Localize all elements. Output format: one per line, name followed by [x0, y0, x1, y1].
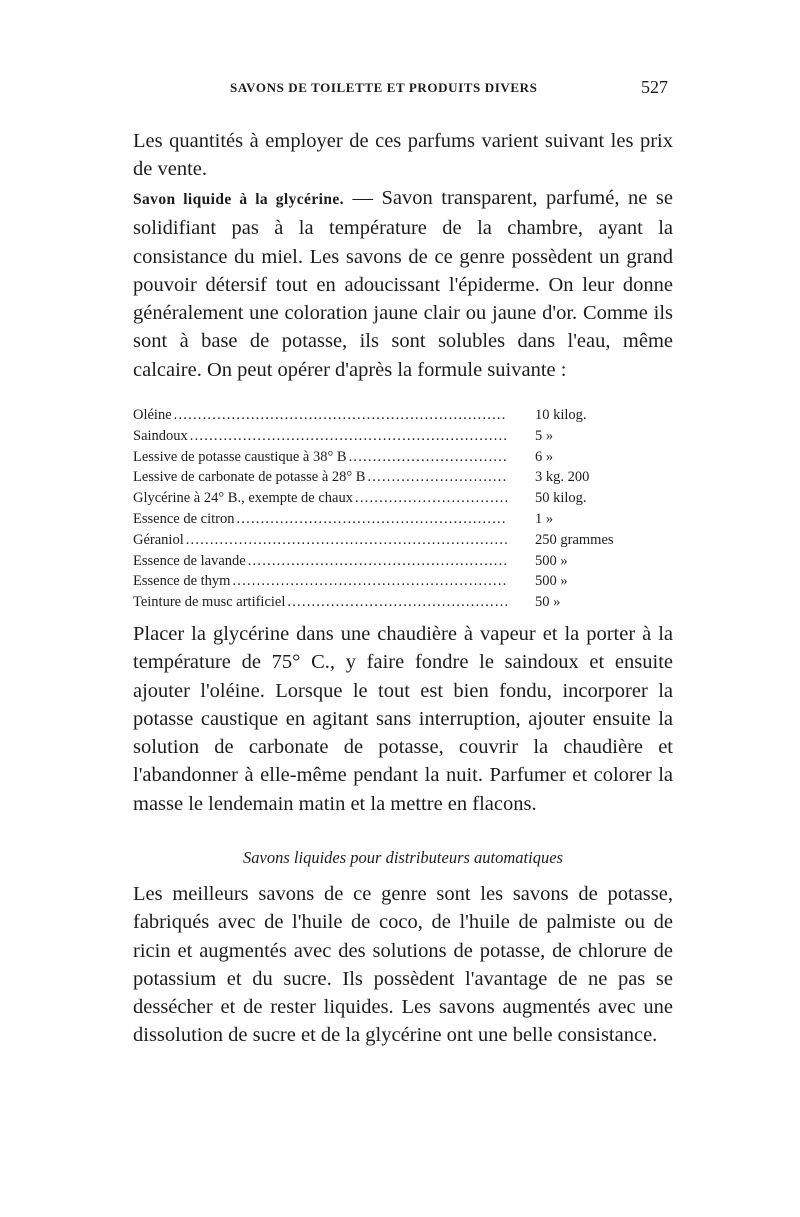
ingredient-quantity: 3 kg. 200: [535, 469, 590, 486]
formula-table: [133, 405, 653, 613]
leader-dots: [355, 488, 507, 509]
ingredient-quantity: 5 »: [535, 427, 554, 444]
ingredient-quantity: 500 »: [535, 573, 568, 590]
leader-dots: [248, 551, 507, 572]
ingredient-quantity: 250 grammes: [535, 531, 614, 548]
leader-dots: [236, 509, 507, 530]
formula-row: [133, 405, 653, 426]
ingredient-name: Saindoux: [133, 427, 188, 444]
formula-row: [133, 551, 653, 572]
ingredient-name: Lessive de potasse caustique à 38° B: [133, 448, 347, 465]
running-head: SAVONS DE TOILETTE ET PRODUITS DIVERS: [230, 80, 538, 95]
formula-row: [133, 447, 653, 468]
ingredient-name: Lessive de carbonate de potasse à 28° B: [133, 469, 366, 486]
leader-dots: [349, 447, 507, 468]
ingredient-quantity: 10 kilog.: [535, 407, 587, 423]
formula-row: [133, 426, 653, 447]
paragraph-glycerin-soap: [133, 184, 673, 384]
ingredient-quantity: 50 kilog.: [535, 490, 587, 507]
paragraph-text: [133, 184, 673, 384]
ingredient-name: Géraniol: [133, 531, 184, 548]
paragraph-procedure: [133, 620, 673, 818]
formula-row: [133, 509, 653, 530]
paragraph-body: — Savon transparent, parfumé, ne se solidifiant pas à la température de la chambre, ayant la consistance du miel. Les savons de ce genre possèdent un grand pouvoir détersif tout en adoucissant l'épiderme. On leur donne généralement une coloration jaune clair ou jaune d'or. Comme ils sont à base de potasse, ils sont solubles dans l'eau, même calcaire. On peut opérer d'après la formule suivante :: [133, 187, 673, 381]
leader-dots: [232, 571, 507, 592]
ingredient-name: Essence de citron: [133, 510, 235, 527]
formula-row: [133, 467, 653, 488]
formula-row: [133, 530, 653, 551]
paragraph-text: Placer la glycérine dans une chaudière à vapeur et la porter à la température de 75° C., y faire fondre le saindoux et ensuite ajouter l'oléine. Lorsque le tout est bien fondu, incorporer la potasse caustique en agitant sans interruption, ajouter ensuite la solution de carbonate de potasse, couvrir la chaudière et l'abandonner à elle-même pendant la nuit. Parfumer et colorer la masse le lendemain matin et la mettre en flacons.: [133, 623, 673, 815]
page-number: 527: [641, 77, 668, 97]
leader-dots: [367, 467, 507, 488]
ingredient-name: Oléine: [133, 407, 172, 423]
leader-dots: [174, 405, 507, 426]
ingredient-quantity: 500 »: [535, 552, 568, 569]
leader-dots: [190, 426, 507, 447]
paragraph-perfume-quantities: [133, 127, 673, 184]
paragraph-text: Les quantités à employer de ces parfums varient suivant les prix de vente.: [133, 130, 673, 181]
run-in-heading: Savon liquide à la glycérine.: [133, 191, 344, 208]
formula-row: [133, 488, 653, 509]
ingredient-name: Essence de lavande: [133, 552, 246, 569]
ingredient-quantity: 50 »: [535, 594, 561, 611]
leader-dots: [287, 592, 507, 613]
paragraph-dispenser-soaps: [133, 880, 673, 1050]
leader-dots: [186, 530, 507, 551]
ingredient-name: Essence de thym: [133, 573, 231, 590]
paragraph-text: Les meilleurs savons de ce genre sont les savons de potasse, fabriqués avec de l'huile de coco, de l'huile de palmiste ou de ricin et augmentés avec des solutions de potasse, de chlorure de potassium et du sucre. Ils possèdent l'avantage de ne pas se dessécher et de rester liquides. Les savons augmentés avec une dissolution de sucre et de la glycérine ont une belle consistance.: [133, 883, 673, 1047]
section-subheading: Savons liquides pour distributeurs automatiques: [243, 848, 563, 867]
ingredient-quantity: 1 »: [535, 510, 554, 527]
ingredient-name: Teinture de musc artificiel: [133, 594, 286, 611]
formula-row: [133, 571, 653, 592]
ingredient-quantity: 6 »: [535, 448, 554, 465]
ingredient-name: Glycérine à 24° B., exempte de chaux: [133, 490, 353, 507]
formula-row: [133, 592, 653, 613]
